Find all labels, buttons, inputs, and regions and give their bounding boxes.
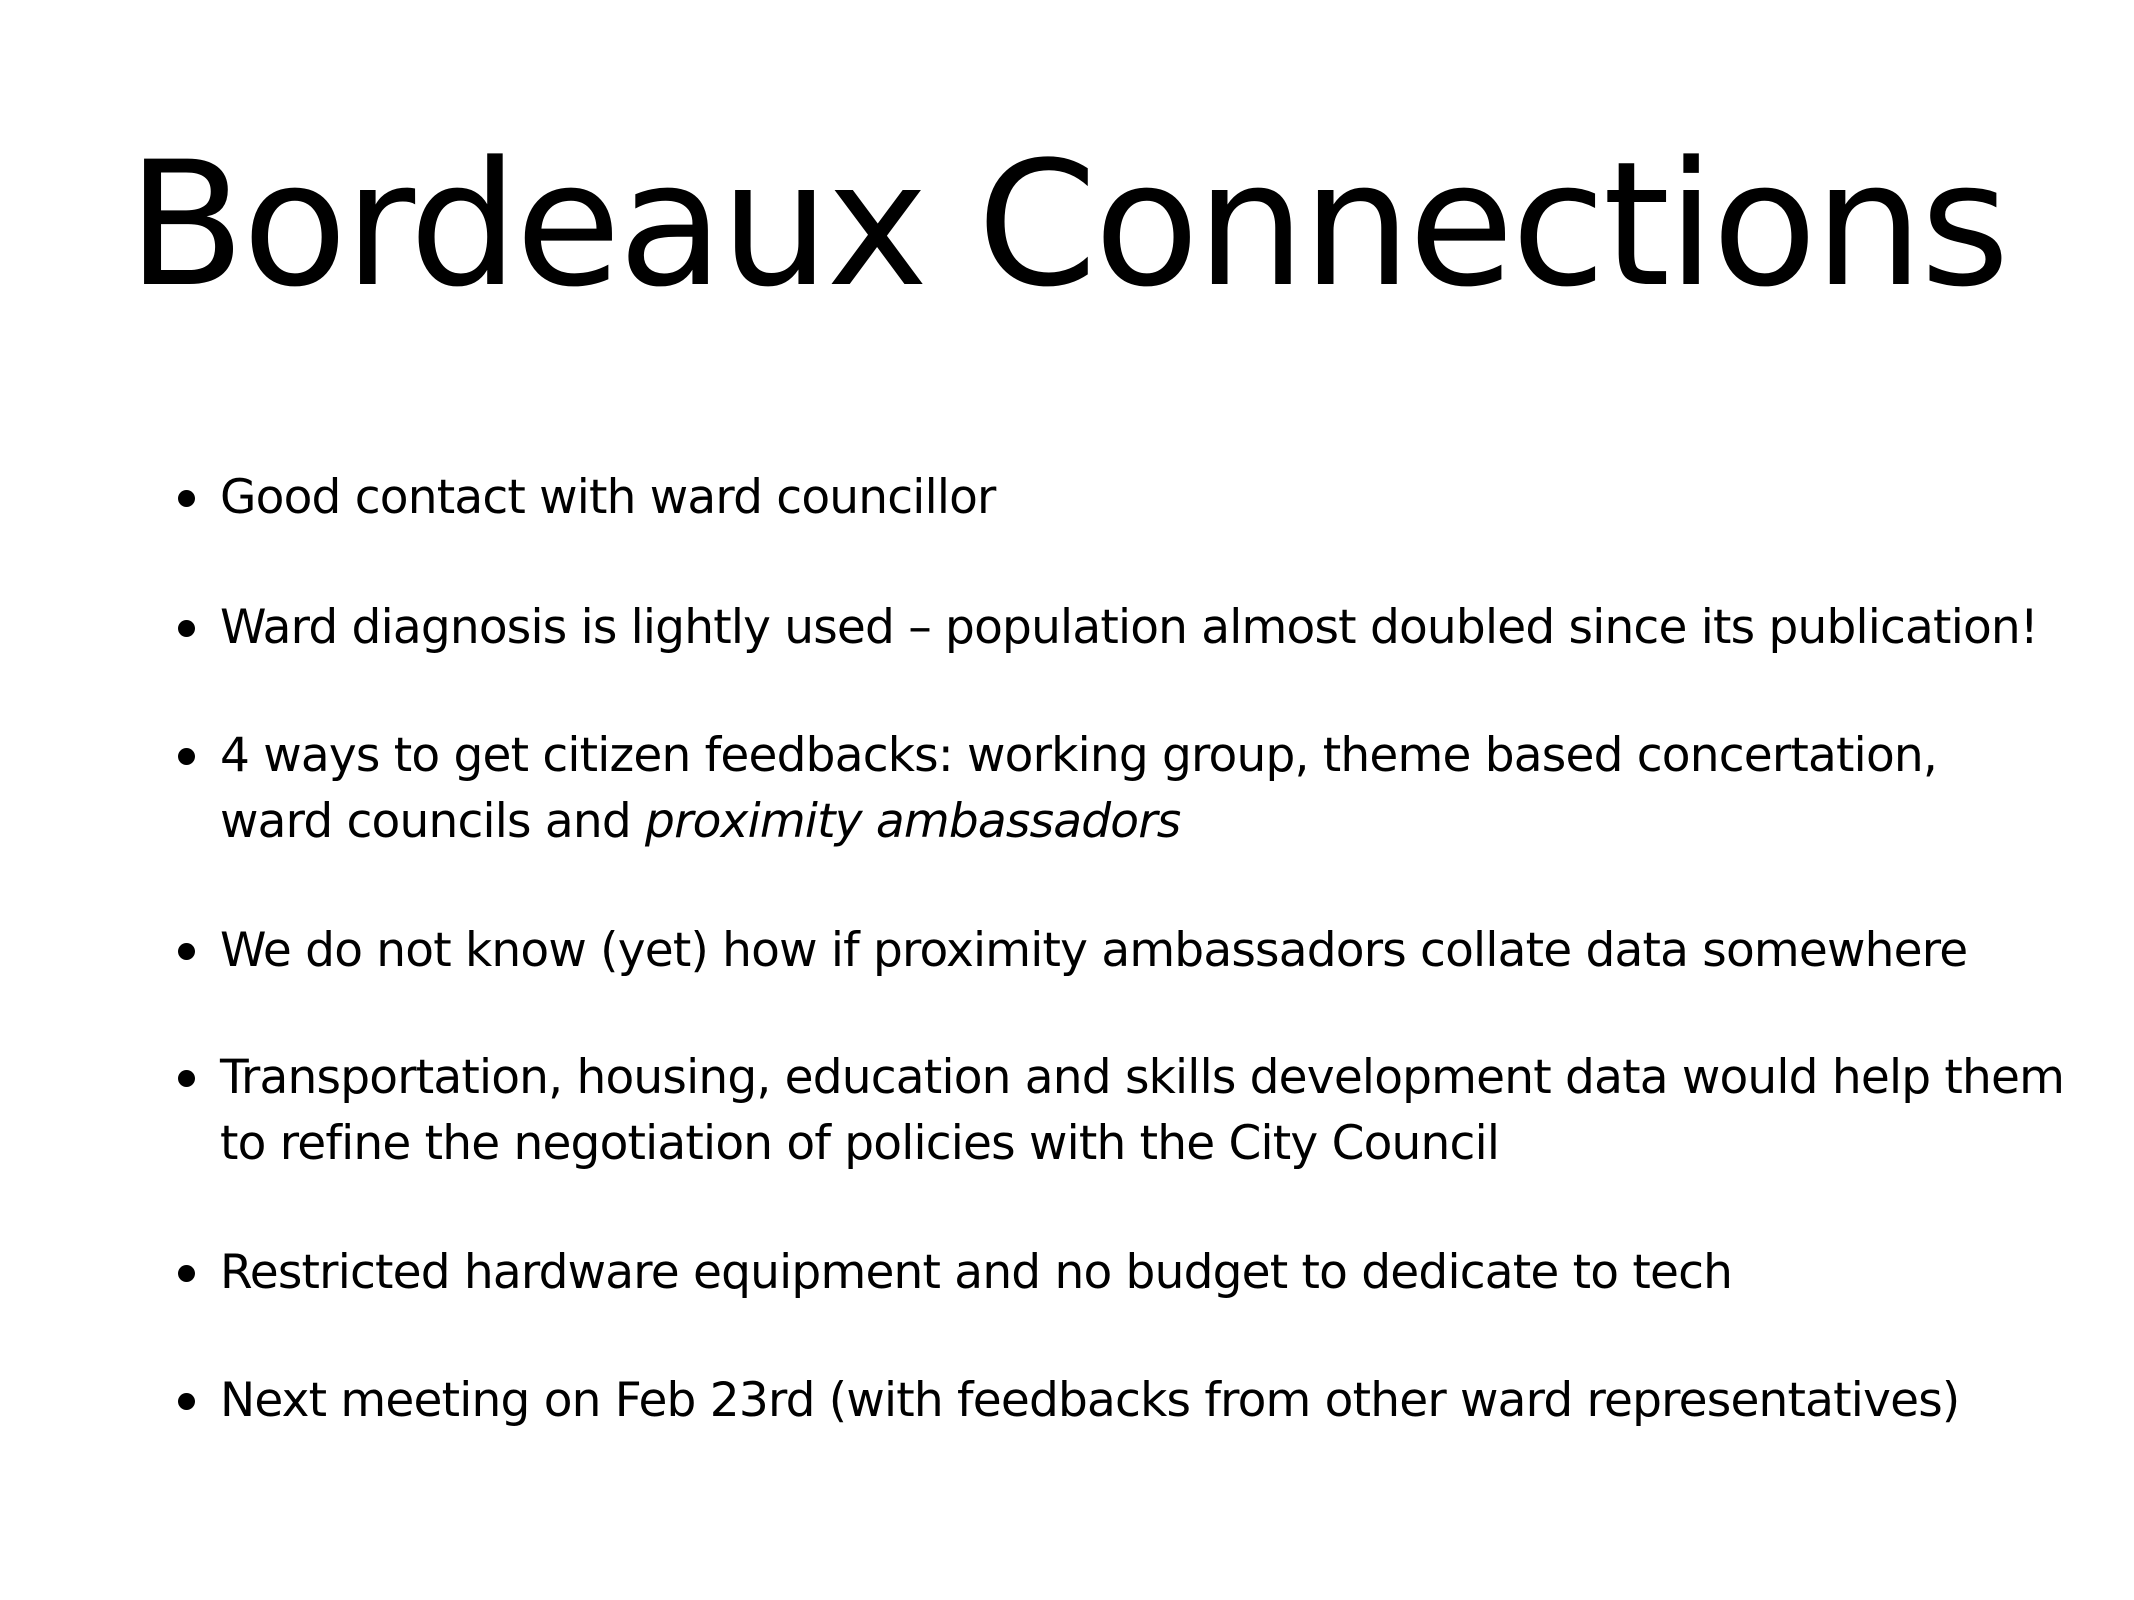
bullet-text-line-2	[220, 789, 2038, 855]
bullet-icon	[178, 943, 195, 960]
bullet-text-plain: ward councils and	[220, 794, 646, 849]
bullet-text: Restricted hardware equipment and no budget to dedicate to tech	[220, 1245, 1733, 1300]
bullet-icon	[178, 1070, 195, 1087]
bullet-text: Good contact with ward councillor	[220, 470, 996, 525]
bullet-text: We do not know (yet) how if proximity ambassadors collate data somewhere	[220, 923, 1968, 978]
bullet-item	[178, 465, 2038, 531]
bullet-text: Next meeting on Feb 23rd (with feedbacks from other ward representatives)	[220, 1373, 1960, 1428]
bullet-item	[178, 595, 2038, 661]
bullet-item	[178, 1240, 2038, 1306]
bullet-item	[178, 723, 2038, 855]
bullet-icon	[178, 490, 195, 507]
bullet-item	[178, 1045, 2065, 1177]
bullet-text-line-2: to refine the negotiation of policies with the City Council	[220, 1116, 1500, 1171]
bullet-icon	[178, 748, 195, 765]
bullet-icon	[178, 1393, 195, 1410]
bullet-icon	[178, 620, 195, 637]
slide-title: Bordeaux Connections	[127, 124, 2007, 325]
bullet-text-line-1: Transportation, housing, education and skills development data would help them	[220, 1050, 2065, 1105]
bullet-item	[178, 918, 2038, 984]
bullet-text-line-1: 4 ways to get citizen feedbacks: working group, theme based concertation,	[220, 728, 1938, 783]
bullet-item	[178, 1368, 2038, 1434]
bullet-icon	[178, 1265, 195, 1282]
bullet-text-italic: proximity ambassadors	[645, 794, 1181, 849]
bullet-text: Ward diagnosis is lightly used – population almost doubled since its publication!	[220, 600, 2038, 655]
